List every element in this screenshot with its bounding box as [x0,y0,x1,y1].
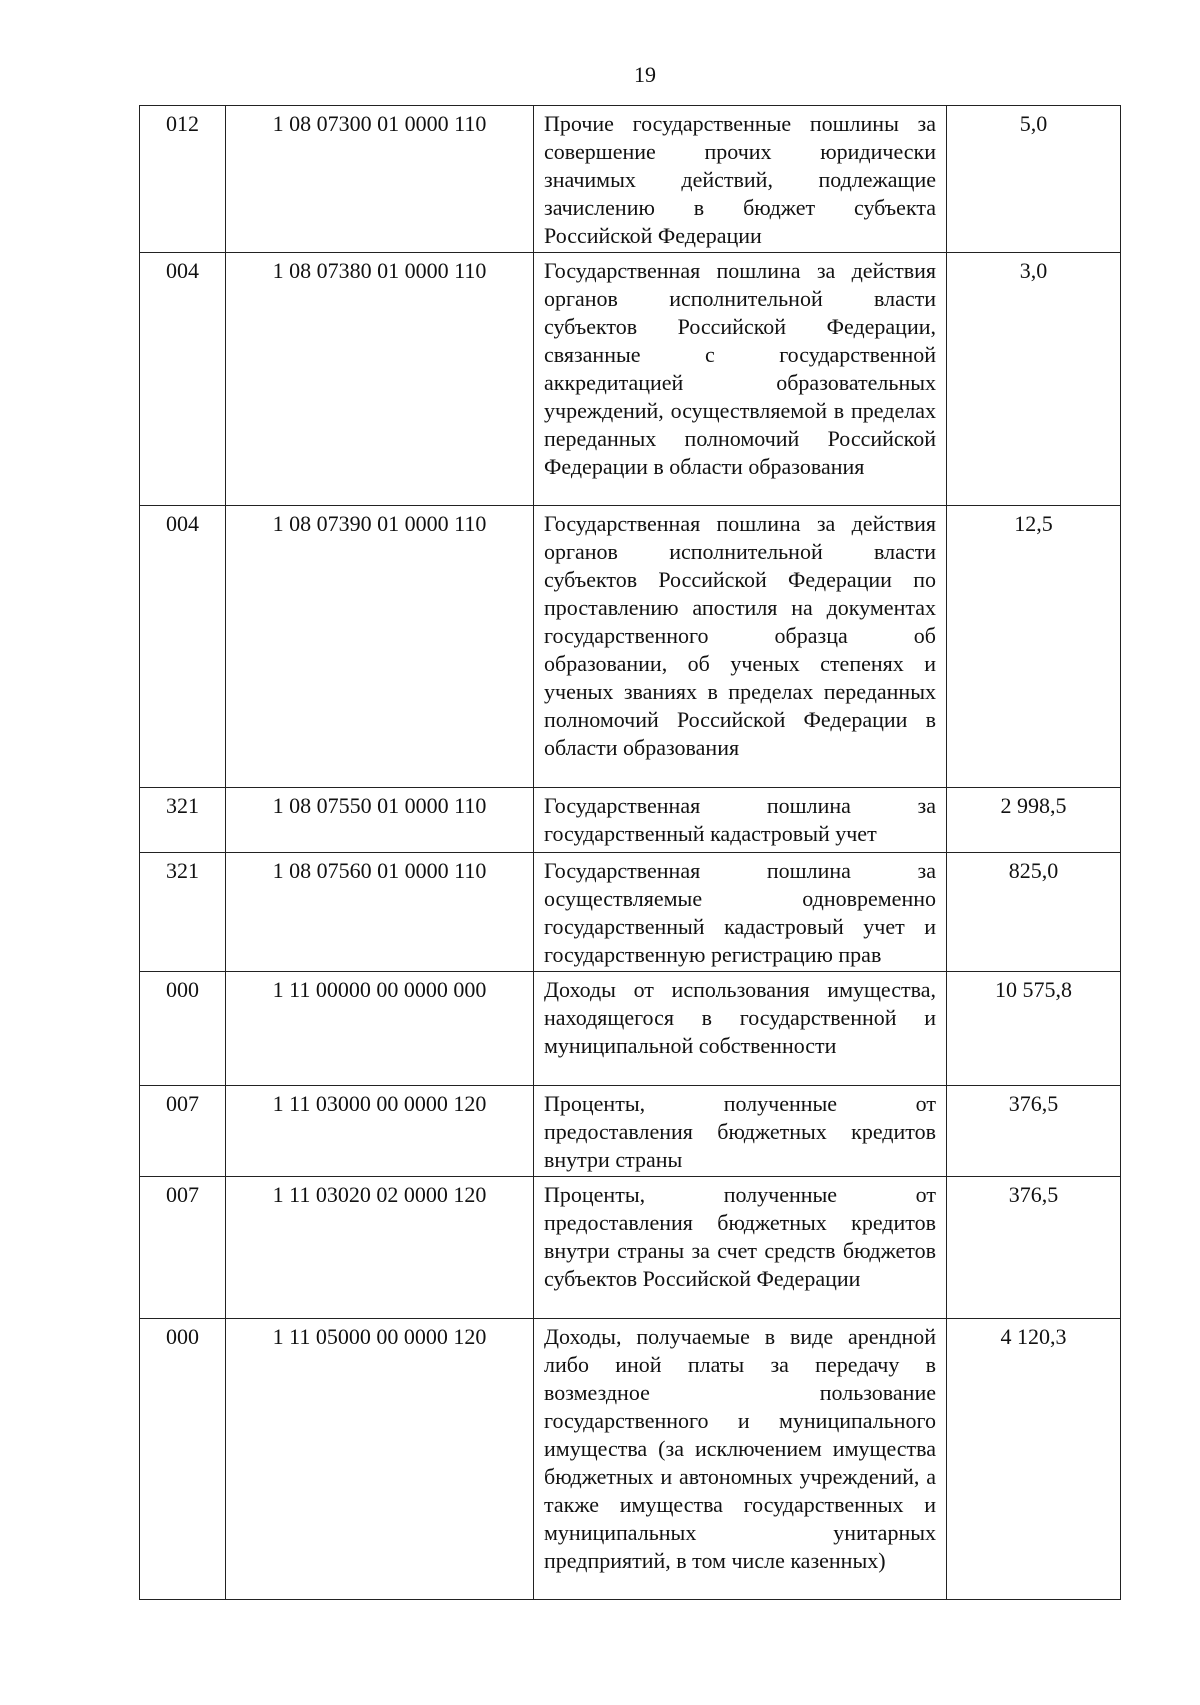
budget-code-cell: 1 08 07560 01 0000 110 [226,853,534,972]
amount-cell: 3,0 [947,253,1121,506]
revenue-name-cell: Проценты, полученные от предоставления бюджетных кредитов внутри страны за счет средств бюджетов субъектов Российской Федерации [534,1177,947,1319]
budget-code-cell: 1 11 05000 00 0000 120 [226,1319,534,1600]
budget-code-cell: 1 11 03000 00 0000 120 [226,1086,534,1177]
table-row [140,853,1121,972]
amount-cell: 12,5 [947,506,1121,788]
amount-cell: 10 575,8 [947,972,1121,1086]
budget-revenue-table [139,105,1121,1600]
amount-cell: 2 998,5 [947,788,1121,853]
budget-code-cell: 1 08 07550 01 0000 110 [226,788,534,853]
revenue-name-cell: Государственная пошлина за действия органов исполнительной власти субъектов Российской Федерации, связанные с государственной аккредитацией образовательных учреждений, осуществляемой в пределах переданных полномочий Российской Федерации в области образования [534,253,947,506]
budget-code-cell: 1 11 00000 00 0000 000 [226,972,534,1086]
revenue-name-cell: Государственная пошлина за действия органов исполнительной власти субъектов Российской Федерации по проставлению апостиля на документах государственного образца об образовании, об ученых степенях и ученых званиях в пределах переданных полномочий Российской Федерации в области образования [534,506,947,788]
table-row [140,253,1121,506]
admin-code-cell: 007 [140,1177,226,1319]
budget-code-cell: 1 11 03020 02 0000 120 [226,1177,534,1319]
admin-code-cell: 000 [140,1319,226,1600]
amount-cell: 376,5 [947,1177,1121,1319]
revenue-name-cell: Доходы от использования имущества, находящегося в государственной и муниципальной собственности [534,972,947,1086]
page-number: 19 [634,62,656,87]
amount-cell: 4 120,3 [947,1319,1121,1600]
table-row [140,506,1121,788]
table-row [140,1086,1121,1177]
table-row [140,972,1121,1086]
table-row [140,788,1121,853]
admin-code-cell: 000 [140,972,226,1086]
admin-code-cell: 004 [140,253,226,506]
amount-cell: 376,5 [947,1086,1121,1177]
budget-code-cell: 1 08 07390 01 0000 110 [226,506,534,788]
admin-code-cell: 007 [140,1086,226,1177]
revenue-name-cell: Доходы, получаемые в виде арендной либо иной платы за передачу в возмездное пользование государственного и муниципального имущества (за исключением имущества бюджетных и автономных учреждений, а также имущества государственных и муниципальных унитарных предприятий, в том числе казенных) [534,1319,947,1600]
revenue-name-cell: Государственная пошлина за государственный кадастровый учет [534,788,947,853]
budget-code-cell: 1 08 07380 01 0000 110 [226,253,534,506]
amount-cell: 5,0 [947,106,1121,253]
admin-code-cell: 012 [140,106,226,253]
admin-code-cell: 321 [140,788,226,853]
revenue-name-cell: Прочие государственные пошлины за совершение прочих юридически значимых действий, подлежащие зачислению в бюджет субъекта Российской Федерации [534,106,947,253]
revenue-name-cell: Государственная пошлина за осуществляемые одновременно государственный кадастровый учет и государственную регистрацию прав [534,853,947,972]
revenue-name-cell: Проценты, полученные от предоставления бюджетных кредитов внутри страны [534,1086,947,1177]
amount-cell: 825,0 [947,853,1121,972]
table-row [140,106,1121,253]
admin-code-cell: 004 [140,506,226,788]
admin-code-cell: 321 [140,853,226,972]
table-row [140,1177,1121,1319]
budget-code-cell: 1 08 07300 01 0000 110 [226,106,534,253]
table-row [140,1319,1121,1600]
